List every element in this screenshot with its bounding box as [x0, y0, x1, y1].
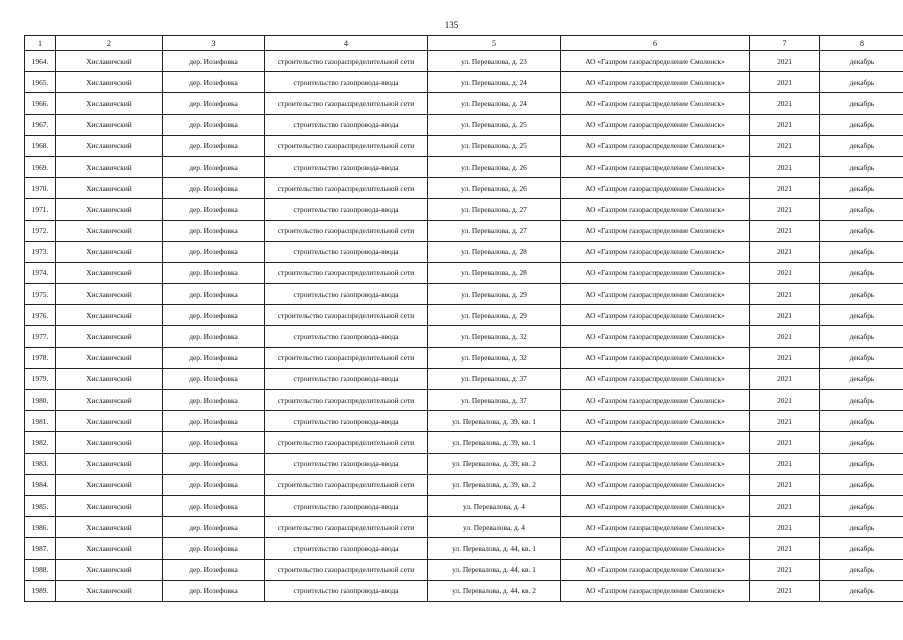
settlement-cell: дер. Иозефовка — [163, 517, 265, 538]
work-type-cell: строительство газораспределительной сети — [265, 347, 428, 368]
month-cell: декабрь — [820, 559, 903, 580]
table-row — [25, 517, 903, 538]
table-row — [25, 538, 903, 559]
settlement-cell: дер. Иозефовка — [163, 453, 265, 474]
month-cell: декабрь — [820, 453, 903, 474]
header-cell-3: 3 — [163, 36, 265, 51]
settlement-cell: дер. Иозефовка — [163, 474, 265, 495]
address-cell: ул. Перевалова, д. 4 — [428, 495, 561, 516]
year-cell: 2021 — [750, 411, 820, 432]
district-cell: Хиславичский — [56, 284, 163, 305]
row-number-cell: 1975. — [25, 284, 56, 305]
row-number-cell: 1986. — [25, 517, 56, 538]
year-cell: 2021 — [750, 326, 820, 347]
month-cell: декабрь — [820, 262, 903, 283]
settlement-cell: дер. Иозефовка — [163, 114, 265, 135]
header-cell-1: 1 — [25, 36, 56, 51]
work-type-cell: строительство газопровода-ввода — [265, 411, 428, 432]
address-cell: ул. Перевалова, д. 39, кв. 1 — [428, 411, 561, 432]
address-cell: ул. Перевалова, д. 26 — [428, 156, 561, 177]
organization-cell: АО «Газпром газораспределение Смоленск» — [561, 474, 750, 495]
organization-cell: АО «Газпром газораспределение Смоленск» — [561, 93, 750, 114]
organization-cell: АО «Газпром газораспределение Смоленск» — [561, 495, 750, 516]
row-number-cell: 1983. — [25, 453, 56, 474]
settlement-cell: дер. Иозефовка — [163, 220, 265, 241]
work-type-cell: строительство газораспределительной сети — [265, 559, 428, 580]
work-type-cell: строительство газораспределительной сети — [265, 51, 428, 72]
district-cell: Хиславичский — [56, 156, 163, 177]
work-type-cell: строительство газопровода-ввода — [265, 326, 428, 347]
year-cell: 2021 — [750, 262, 820, 283]
address-cell: ул. Перевалова, д. 39, кв. 2 — [428, 474, 561, 495]
header-cell-8: 8 — [820, 36, 903, 51]
organization-cell: АО «Газпром газораспределение Смоленск» — [561, 135, 750, 156]
organization-cell: АО «Газпром газораспределение Смоленск» — [561, 432, 750, 453]
organization-cell: АО «Газпром газораспределение Смоленск» — [561, 72, 750, 93]
register-table — [24, 35, 903, 602]
header-cell-6: 6 — [561, 36, 750, 51]
address-cell: ул. Перевалова, д. 32 — [428, 347, 561, 368]
row-number-cell: 1982. — [25, 432, 56, 453]
row-number-cell: 1964. — [25, 51, 56, 72]
address-cell: ул. Перевалова, д. 44, кв. 1 — [428, 538, 561, 559]
row-number-cell: 1971. — [25, 199, 56, 220]
work-type-cell: строительство газопровода-ввода — [265, 495, 428, 516]
work-type-cell: строительство газораспределительной сети — [265, 305, 428, 326]
settlement-cell: дер. Иозефовка — [163, 538, 265, 559]
organization-cell: АО «Газпром газораспределение Смоленск» — [561, 156, 750, 177]
district-cell: Хиславичский — [56, 114, 163, 135]
year-cell: 2021 — [750, 517, 820, 538]
settlement-cell: дер. Иозефовка — [163, 156, 265, 177]
header-cell-4: 4 — [265, 36, 428, 51]
organization-cell: АО «Газпром газораспределение Смоленск» — [561, 51, 750, 72]
table-row — [25, 178, 903, 199]
address-cell: ул. Перевалова, д. 29 — [428, 305, 561, 326]
address-cell: ул. Перевалова, д. 24 — [428, 72, 561, 93]
row-number-cell: 1979. — [25, 368, 56, 389]
address-cell: ул. Перевалова, д. 29 — [428, 284, 561, 305]
row-number-cell: 1985. — [25, 495, 56, 516]
address-cell: ул. Перевалова, д. 32 — [428, 326, 561, 347]
year-cell: 2021 — [750, 114, 820, 135]
work-type-cell: строительство газораспределительной сети — [265, 93, 428, 114]
organization-cell: АО «Газпром газораспределение Смоленск» — [561, 305, 750, 326]
table-row — [25, 93, 903, 114]
year-cell: 2021 — [750, 305, 820, 326]
table-row — [25, 474, 903, 495]
row-number-cell: 1967. — [25, 114, 56, 135]
organization-cell: АО «Газпром газораспределение Смоленск» — [561, 347, 750, 368]
month-cell: декабрь — [820, 199, 903, 220]
settlement-cell: дер. Иозефовка — [163, 284, 265, 305]
month-cell: декабрь — [820, 326, 903, 347]
district-cell: Хиславичский — [56, 51, 163, 72]
header-cell-2: 2 — [56, 36, 163, 51]
month-cell: декабрь — [820, 474, 903, 495]
settlement-cell: дер. Иозефовка — [163, 580, 265, 601]
table-row — [25, 390, 903, 411]
row-number-cell: 1969. — [25, 156, 56, 177]
district-cell: Хиславичский — [56, 474, 163, 495]
table-row — [25, 326, 903, 347]
address-cell: ул. Перевалова, д. 23 — [428, 51, 561, 72]
month-cell: декабрь — [820, 51, 903, 72]
work-type-cell: строительство газопровода-ввода — [265, 156, 428, 177]
year-cell: 2021 — [750, 241, 820, 262]
work-type-cell: строительство газопровода-ввода — [265, 538, 428, 559]
organization-cell: АО «Газпром газораспределение Смоленск» — [561, 220, 750, 241]
organization-cell: АО «Газпром газораспределение Смоленск» — [561, 241, 750, 262]
organization-cell: АО «Газпром газораспределение Смоленск» — [561, 262, 750, 283]
table-row — [25, 495, 903, 516]
district-cell: Хиславичский — [56, 305, 163, 326]
year-cell: 2021 — [750, 580, 820, 601]
settlement-cell: дер. Иозефовка — [163, 93, 265, 114]
district-cell: Хиславичский — [56, 199, 163, 220]
organization-cell: АО «Газпром газораспределение Смоленск» — [561, 326, 750, 347]
year-cell: 2021 — [750, 72, 820, 93]
table-row — [25, 51, 903, 72]
month-cell: декабрь — [820, 432, 903, 453]
organization-cell: АО «Газпром газораспределение Смоленск» — [561, 199, 750, 220]
table-row — [25, 135, 903, 156]
month-cell: декабрь — [820, 390, 903, 411]
work-type-cell: строительство газораспределительной сети — [265, 178, 428, 199]
row-number-cell: 1973. — [25, 241, 56, 262]
address-cell: ул. Перевалова, д. 27 — [428, 199, 561, 220]
settlement-cell: дер. Иозефовка — [163, 495, 265, 516]
organization-cell: АО «Газпром газораспределение Смоленск» — [561, 390, 750, 411]
district-cell: Хиславичский — [56, 453, 163, 474]
work-type-cell: строительство газопровода-ввода — [265, 453, 428, 474]
month-cell: декабрь — [820, 411, 903, 432]
work-type-cell: строительство газораспределительной сети — [265, 135, 428, 156]
settlement-cell: дер. Иозефовка — [163, 178, 265, 199]
settlement-cell: дер. Иозефовка — [163, 262, 265, 283]
year-cell: 2021 — [750, 432, 820, 453]
table-row — [25, 284, 903, 305]
work-type-cell: строительство газораспределительной сети — [265, 432, 428, 453]
address-cell: ул. Перевалова, д. 28 — [428, 241, 561, 262]
address-cell: ул. Перевалова, д. 37 — [428, 390, 561, 411]
work-type-cell: строительство газопровода-ввода — [265, 114, 428, 135]
month-cell: декабрь — [820, 135, 903, 156]
settlement-cell: дер. Иозефовка — [163, 135, 265, 156]
table-row — [25, 432, 903, 453]
district-cell: Хиславичский — [56, 262, 163, 283]
district-cell: Хиславичский — [56, 178, 163, 199]
work-type-cell: строительство газопровода-ввода — [265, 368, 428, 389]
month-cell: декабрь — [820, 93, 903, 114]
organization-cell: АО «Газпром газораспределение Смоленск» — [561, 559, 750, 580]
month-cell: декабрь — [820, 156, 903, 177]
year-cell: 2021 — [750, 178, 820, 199]
header-cell-5: 5 — [428, 36, 561, 51]
district-cell: Хиславичский — [56, 135, 163, 156]
work-type-cell: строительство газопровода-ввода — [265, 580, 428, 601]
row-number-cell: 1976. — [25, 305, 56, 326]
row-number-cell: 1980. — [25, 390, 56, 411]
district-cell: Хиславичский — [56, 72, 163, 93]
settlement-cell: дер. Иозефовка — [163, 347, 265, 368]
month-cell: декабрь — [820, 284, 903, 305]
table-row — [25, 114, 903, 135]
work-type-cell: строительство газораспределительной сети — [265, 390, 428, 411]
district-cell: Хиславичский — [56, 241, 163, 262]
row-number-cell: 1989. — [25, 580, 56, 601]
row-number-cell: 1984. — [25, 474, 56, 495]
year-cell: 2021 — [750, 347, 820, 368]
month-cell: декабрь — [820, 538, 903, 559]
table-row — [25, 220, 903, 241]
month-cell: декабрь — [820, 72, 903, 93]
table-row — [25, 453, 903, 474]
year-cell: 2021 — [750, 93, 820, 114]
work-type-cell: строительство газораспределительной сети — [265, 474, 428, 495]
page-number: 135 — [444, 20, 459, 30]
month-cell: декабрь — [820, 495, 903, 516]
organization-cell: АО «Газпром газораспределение Смоленск» — [561, 411, 750, 432]
settlement-cell: дер. Иозефовка — [163, 51, 265, 72]
district-cell: Хиславичский — [56, 93, 163, 114]
organization-cell: АО «Газпром газораспределение Смоленск» — [561, 114, 750, 135]
organization-cell: АО «Газпром газораспределение Смоленск» — [561, 284, 750, 305]
address-cell: ул. Перевалова, д. 27 — [428, 220, 561, 241]
address-cell: ул. Перевалова, д. 37 — [428, 368, 561, 389]
table-row — [25, 72, 903, 93]
address-cell: ул. Перевалова, д. 4 — [428, 517, 561, 538]
year-cell: 2021 — [750, 284, 820, 305]
table-row — [25, 559, 903, 580]
row-number-cell: 1988. — [25, 559, 56, 580]
year-cell: 2021 — [750, 538, 820, 559]
district-cell: Хиславичский — [56, 368, 163, 389]
header-cell-7: 7 — [750, 36, 820, 51]
organization-cell: АО «Газпром газораспределение Смоленск» — [561, 538, 750, 559]
row-number-cell: 1987. — [25, 538, 56, 559]
address-cell: ул. Перевалова, д. 25 — [428, 114, 561, 135]
row-number-cell: 1974. — [25, 262, 56, 283]
address-cell: ул. Перевалова, д. 25 — [428, 135, 561, 156]
row-number-cell: 1977. — [25, 326, 56, 347]
table-row — [25, 305, 903, 326]
row-number-cell: 1968. — [25, 135, 56, 156]
settlement-cell: дер. Иозефовка — [163, 411, 265, 432]
work-type-cell: строительство газопровода-ввода — [265, 241, 428, 262]
settlement-cell: дер. Иозефовка — [163, 326, 265, 347]
year-cell: 2021 — [750, 156, 820, 177]
row-number-cell: 1978. — [25, 347, 56, 368]
district-cell: Хиславичский — [56, 495, 163, 516]
organization-cell: АО «Газпром газораспределение Смоленск» — [561, 517, 750, 538]
work-type-cell: строительство газопровода-ввода — [265, 199, 428, 220]
table-row — [25, 411, 903, 432]
table-body — [25, 51, 903, 602]
month-cell: декабрь — [820, 368, 903, 389]
month-cell: декабрь — [820, 241, 903, 262]
settlement-cell: дер. Иозефовка — [163, 390, 265, 411]
month-cell: декабрь — [820, 517, 903, 538]
year-cell: 2021 — [750, 453, 820, 474]
settlement-cell: дер. Иозефовка — [163, 368, 265, 389]
year-cell: 2021 — [750, 495, 820, 516]
year-cell: 2021 — [750, 368, 820, 389]
district-cell: Хиславичский — [56, 432, 163, 453]
district-cell: Хиславичский — [56, 559, 163, 580]
year-cell: 2021 — [750, 559, 820, 580]
header-row — [25, 36, 903, 51]
table-row — [25, 347, 903, 368]
district-cell: Хиславичский — [56, 326, 163, 347]
row-number-cell: 1966. — [25, 93, 56, 114]
address-cell: ул. Перевалова, д. 26 — [428, 178, 561, 199]
table-row — [25, 262, 903, 283]
settlement-cell: дер. Иозефовка — [163, 305, 265, 326]
table-row — [25, 156, 903, 177]
row-number-cell: 1965. — [25, 72, 56, 93]
organization-cell: АО «Газпром газораспределение Смоленск» — [561, 178, 750, 199]
row-number-cell: 1972. — [25, 220, 56, 241]
month-cell: декабрь — [820, 220, 903, 241]
district-cell: Хиславичский — [56, 390, 163, 411]
work-type-cell: строительство газопровода-ввода — [265, 284, 428, 305]
address-cell: ул. Перевалова, д. 24 — [428, 93, 561, 114]
table-row — [25, 241, 903, 262]
district-cell: Хиславичский — [56, 580, 163, 601]
work-type-cell: строительство газораспределительной сети — [265, 220, 428, 241]
work-type-cell: строительство газопровода-ввода — [265, 72, 428, 93]
work-type-cell: строительство газораспределительной сети — [265, 262, 428, 283]
table-row — [25, 368, 903, 389]
year-cell: 2021 — [750, 474, 820, 495]
organization-cell: АО «Газпром газораспределение Смоленск» — [561, 368, 750, 389]
district-cell: Хиславичский — [56, 411, 163, 432]
district-cell: Хиславичский — [56, 220, 163, 241]
month-cell: декабрь — [820, 305, 903, 326]
month-cell: декабрь — [820, 178, 903, 199]
row-number-cell: 1981. — [25, 411, 56, 432]
settlement-cell: дер. Иозефовка — [163, 559, 265, 580]
table-row — [25, 580, 903, 601]
district-cell: Хиславичский — [56, 517, 163, 538]
table-header — [25, 36, 903, 51]
address-cell: ул. Перевалова, д. 28 — [428, 262, 561, 283]
year-cell: 2021 — [750, 220, 820, 241]
organization-cell: АО «Газпром газораспределение Смоленск» — [561, 453, 750, 474]
year-cell: 2021 — [750, 135, 820, 156]
month-cell: декабрь — [820, 347, 903, 368]
settlement-cell: дер. Иозефовка — [163, 432, 265, 453]
month-cell: декабрь — [820, 114, 903, 135]
address-cell: ул. Перевалова, д. 39, кв. 2 — [428, 453, 561, 474]
work-type-cell: строительство газораспределительной сети — [265, 517, 428, 538]
address-cell: ул. Перевалова, д. 44, кв. 1 — [428, 559, 561, 580]
table-row — [25, 199, 903, 220]
year-cell: 2021 — [750, 390, 820, 411]
row-number-cell: 1970. — [25, 178, 56, 199]
address-cell: ул. Перевалова, д. 44, кв. 2 — [428, 580, 561, 601]
month-cell: декабрь — [820, 580, 903, 601]
district-cell: Хиславичский — [56, 538, 163, 559]
district-cell: Хиславичский — [56, 347, 163, 368]
organization-cell: АО «Газпром газораспределение Смоленск» — [561, 580, 750, 601]
year-cell: 2021 — [750, 51, 820, 72]
year-cell: 2021 — [750, 199, 820, 220]
settlement-cell: дер. Иозефовка — [163, 199, 265, 220]
settlement-cell: дер. Иозефовка — [163, 241, 265, 262]
address-cell: ул. Перевалова, д. 39, кв. 1 — [428, 432, 561, 453]
settlement-cell: дер. Иозефовка — [163, 72, 265, 93]
